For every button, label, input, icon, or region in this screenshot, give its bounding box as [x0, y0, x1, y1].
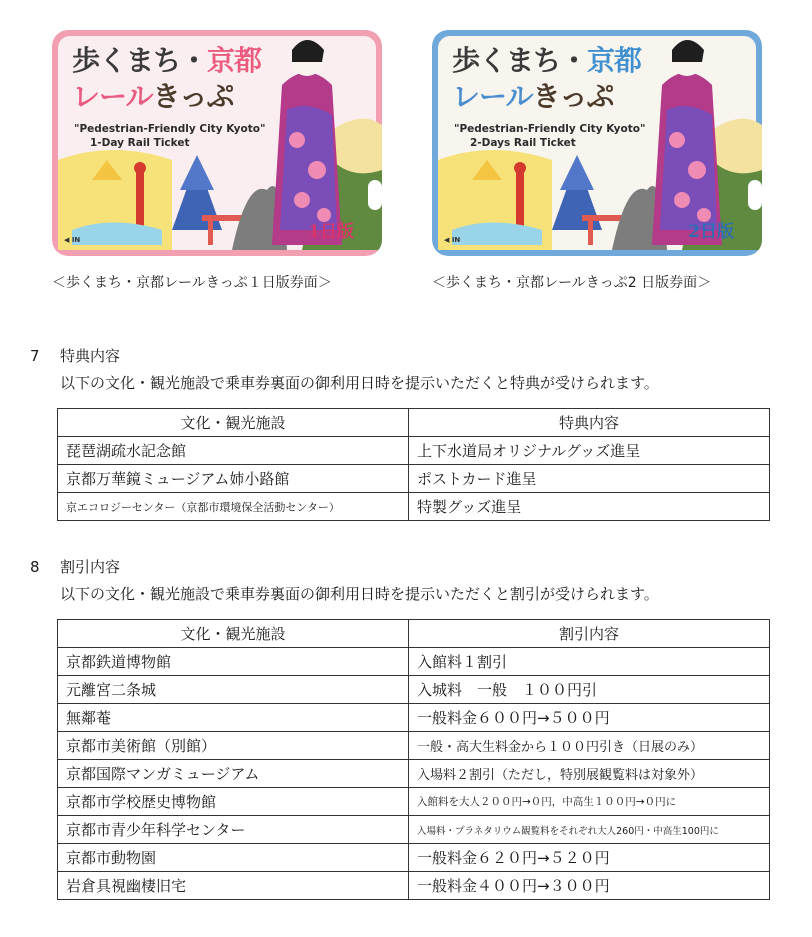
ticket-1day-title-aruku: 歩くまち [72, 44, 181, 77]
table-row [58, 872, 770, 900]
section7-description: 以下の文化・観光施設で乗車券裏面の御利用日時を提示いただくと特典が受けられます。 [60, 374, 659, 392]
table-row [58, 844, 770, 872]
discount-cell: 入城料 一般 １００円引 [409, 676, 770, 704]
ticket-1day-in-mark: ◀ IN [64, 236, 81, 244]
ticket-2day-title-kyoto: 京都 [587, 44, 642, 77]
table-row [58, 676, 770, 704]
table-header-row [58, 620, 770, 648]
table-row [58, 788, 770, 816]
ticket-1day-english [74, 122, 265, 150]
benefits-table [57, 408, 770, 521]
facility-cell: 琵琶湖疏水記念館 [58, 437, 409, 465]
benefit-cell: 特製グッズ進呈 [409, 493, 770, 521]
table-header-row [58, 409, 770, 437]
ticket-2day-caption: ＜歩くまち・京都レールきっぷ2 日版券面＞ [432, 275, 712, 291]
discount-cell: 一般料金４００円→３００円 [409, 872, 770, 900]
table-row [58, 465, 770, 493]
facility-cell: 京エコロジーセンター（京都市環境保全活動センター） [58, 493, 409, 521]
discount-cell: 入場料・プラネタリウム観覧料をそれぞれ大人260円・中高生100円に [409, 816, 770, 844]
ticket-1day-badge: 1日版 [308, 222, 354, 242]
facility-cell: 京都万華鏡ミュージアム姉小路館 [58, 465, 409, 493]
table-row [58, 816, 770, 844]
discount-cell: 一般料金６２０円→５２０円 [409, 844, 770, 872]
table-row [58, 493, 770, 521]
ticket-2day-english-line2: 2-Days Rail Ticket [470, 137, 576, 149]
ticket-2day-in-mark: ◀ IN [444, 236, 461, 244]
ticket-1day-title-rail: レール [72, 80, 153, 113]
header-benefit: 特典内容 [409, 409, 770, 437]
ticket-2day-title-dot: ・ [560, 44, 588, 77]
discount-cell: 入館料を大人２００円→０円，中高生１００円→０円に [409, 788, 770, 816]
discount-cell: 一般・高大生料金から１００円引き（日展のみ） [409, 732, 770, 760]
section7-title: 特典内容 [60, 347, 121, 365]
discount-cell: 入館料１割引 [409, 648, 770, 676]
facility-cell: 京都市美術館（別館） [58, 732, 409, 760]
ticket-2day-title-rail: レール [452, 80, 533, 113]
ticket-1day-title-line1 [72, 44, 261, 78]
ticket-2day-english-line1: "Pedestrian-Friendly City Kyoto" [454, 123, 646, 135]
ticket-2day-title-aruku: 歩くまち [452, 44, 561, 77]
ticket-1day-title-line2 [72, 80, 233, 114]
ticket-1day-caption: ＜歩くまち・京都レールきっぷ１日版券面＞ [52, 275, 332, 291]
header-discount: 割引内容 [409, 620, 770, 648]
ticket-2day-title-line1 [452, 44, 641, 78]
facility-cell: 京都市動物園 [58, 844, 409, 872]
ticket-2day-english [454, 122, 645, 150]
facility-cell: 京都国際マンガミュージアム [58, 760, 409, 788]
benefit-cell: ポストカード進呈 [409, 465, 770, 493]
table-row [58, 760, 770, 788]
facility-cell: 京都市青少年科学センター [58, 816, 409, 844]
section7-number: 7 [30, 347, 40, 365]
ticket-1day-title-kippu: きっぷ [152, 80, 234, 113]
discounts-table [57, 619, 770, 900]
discount-cell: 入場料２割引（ただし，特別展観覧料は対象外） [409, 760, 770, 788]
header-facility: 文化・観光施設 [58, 620, 409, 648]
ticket-2day-image [432, 30, 762, 256]
section8-number: 8 [30, 558, 40, 576]
table-row [58, 437, 770, 465]
ticket-2day-title-kippu: きっぷ [532, 80, 614, 113]
facility-cell: 岩倉具視幽棲旧宅 [58, 872, 409, 900]
facility-cell: 元離宮二条城 [58, 676, 409, 704]
ticket-1day-english-line2: 1-Day Rail Ticket [90, 137, 190, 149]
ticket-1day-image [52, 30, 382, 256]
section8-description: 以下の文化・観光施設で乗車券裏面の御利用日時を提示いただくと割引が受けられます。 [60, 585, 659, 603]
discount-cell: 一般料金６００円→５００円 [409, 704, 770, 732]
ticket-1day-title-kyoto: 京都 [207, 44, 262, 77]
section8-heading [30, 556, 120, 577]
table-row [58, 648, 770, 676]
ticket-2day-badge: 2日版 [688, 222, 734, 242]
section7-heading [30, 345, 120, 366]
section8-title: 割引内容 [60, 558, 121, 576]
facility-cell: 京都鉄道博物館 [58, 648, 409, 676]
facility-cell: 無鄰菴 [58, 704, 409, 732]
ticket-1day-english-line1: "Pedestrian-Friendly City Kyoto" [74, 123, 266, 135]
table-row [58, 704, 770, 732]
ticket-1day-title-dot: ・ [180, 44, 208, 77]
table-row [58, 732, 770, 760]
benefit-cell: 上下水道局オリジナルグッズ進呈 [409, 437, 770, 465]
facility-cell: 京都市学校歴史博物館 [58, 788, 409, 816]
ticket-2day-title-line2 [452, 80, 613, 114]
header-facility: 文化・観光施設 [58, 409, 409, 437]
